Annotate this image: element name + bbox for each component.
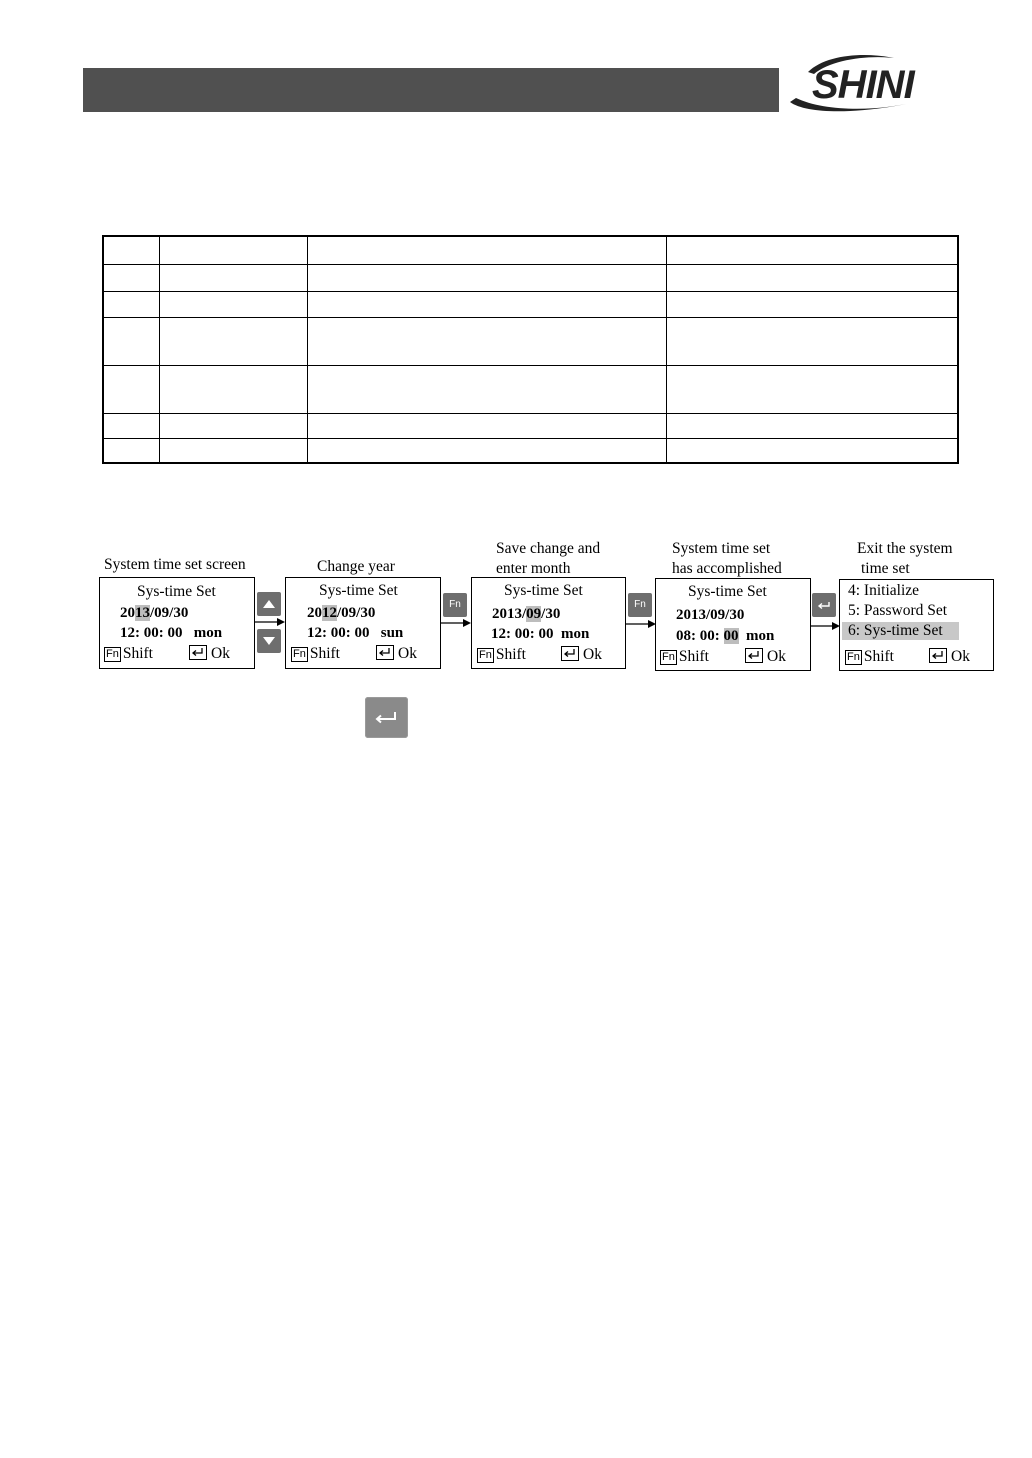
spec-table	[102, 235, 959, 464]
caption-exit-1: Exit the system	[857, 540, 953, 557]
shift-hint: Fn Shift	[106, 645, 153, 662]
enter-icon	[376, 645, 394, 660]
fn-icon: Fn	[662, 651, 675, 663]
date-highlight: 13	[135, 605, 150, 621]
menu-item-sys-time-set[interactable]: 6: Sys-time Set	[842, 622, 959, 640]
caption-accomplished-1: System time set	[672, 540, 771, 557]
screen-title: Sys-time Set	[137, 583, 216, 600]
table-row	[103, 291, 958, 317]
caption-save-change-2: enter month	[496, 560, 571, 577]
shift-hint: Fn Shift	[662, 648, 709, 665]
screen-date: 2012/09/30	[307, 605, 376, 621]
triangle-down-icon	[257, 629, 281, 653]
arrow-right-icon	[255, 616, 287, 628]
ok-hint: Ok	[561, 646, 602, 664]
shift-hint: Fn Shift	[479, 646, 526, 663]
enter-icon	[812, 593, 836, 617]
triangle-up-icon	[257, 592, 281, 616]
caption-change-year: Change year	[317, 558, 395, 575]
large-enter-key[interactable]	[365, 697, 408, 738]
screen-date: 2013/09/30	[676, 607, 745, 623]
logo-text: SHINI	[812, 63, 914, 107]
fn-key[interactable]: Fn	[628, 593, 652, 617]
arrow-right-icon	[810, 620, 842, 632]
up-key[interactable]	[257, 592, 281, 616]
lcd-screen-1	[99, 577, 255, 669]
lcd-screen-2	[285, 577, 441, 669]
date-highlight: 12	[322, 605, 337, 621]
screen-date: 2013/09/30	[492, 606, 561, 622]
table-row	[103, 264, 958, 291]
enter-icon	[745, 648, 763, 663]
screen-time: 08: 00: 00 mon	[676, 628, 775, 644]
caption-exit-2: time set	[861, 560, 910, 577]
shift-hint: Fn Shift	[293, 645, 340, 662]
lcd-screen-3	[471, 577, 626, 669]
screen-title: Sys-time Set	[688, 583, 767, 600]
date-highlight: 09	[526, 606, 542, 622]
caption-accomplished-2: has accomplished	[672, 560, 782, 577]
lcd-menu-screen	[839, 579, 994, 671]
header-bar	[83, 68, 779, 112]
fn-icon: Fn	[106, 648, 119, 660]
caption-system-time-screen: System time set screen	[104, 556, 246, 573]
shini-logo	[786, 52, 956, 116]
screen-title: Sys-time Set	[504, 582, 583, 599]
screen-date: 2013/09/30	[120, 605, 189, 621]
enter-icon	[561, 646, 579, 661]
enter-icon	[929, 648, 947, 663]
table-row	[103, 413, 958, 438]
table-row	[103, 365, 958, 413]
fn-key[interactable]: Fn	[443, 593, 467, 617]
lcd-screen-4	[655, 578, 811, 671]
enter-key[interactable]	[812, 593, 836, 617]
down-key[interactable]	[257, 629, 281, 653]
menu-item-password-set[interactable]: 5: Password Set	[848, 602, 948, 619]
screen-time: 12: 00: 00 mon	[120, 625, 223, 641]
fn-icon: Fn	[847, 651, 860, 663]
fn-icon: Fn	[293, 648, 306, 660]
table-row	[103, 438, 958, 463]
enter-icon	[189, 645, 207, 660]
arrow-right-icon	[626, 618, 658, 630]
ok-hint: Ok	[376, 645, 417, 663]
enter-icon	[365, 697, 408, 738]
shift-hint: Fn Shift	[847, 648, 894, 665]
ok-hint: Ok	[929, 648, 970, 666]
arrow-right-icon	[441, 617, 473, 629]
menu-item-initialize[interactable]: 4: Initialize	[848, 582, 920, 599]
screen-time: 12: 00: 00 sun	[307, 625, 404, 641]
table-row	[103, 236, 958, 264]
ok-hint: Ok	[745, 648, 786, 666]
time-highlight: 00	[723, 628, 739, 644]
screen-time: 12: 00: 00 mon	[491, 626, 590, 642]
screen-title: Sys-time Set	[319, 582, 398, 599]
caption-save-change-1: Save change and	[496, 540, 601, 557]
fn-icon: Fn	[479, 649, 492, 661]
ok-hint: Ok	[189, 645, 230, 663]
table-row	[103, 317, 958, 365]
